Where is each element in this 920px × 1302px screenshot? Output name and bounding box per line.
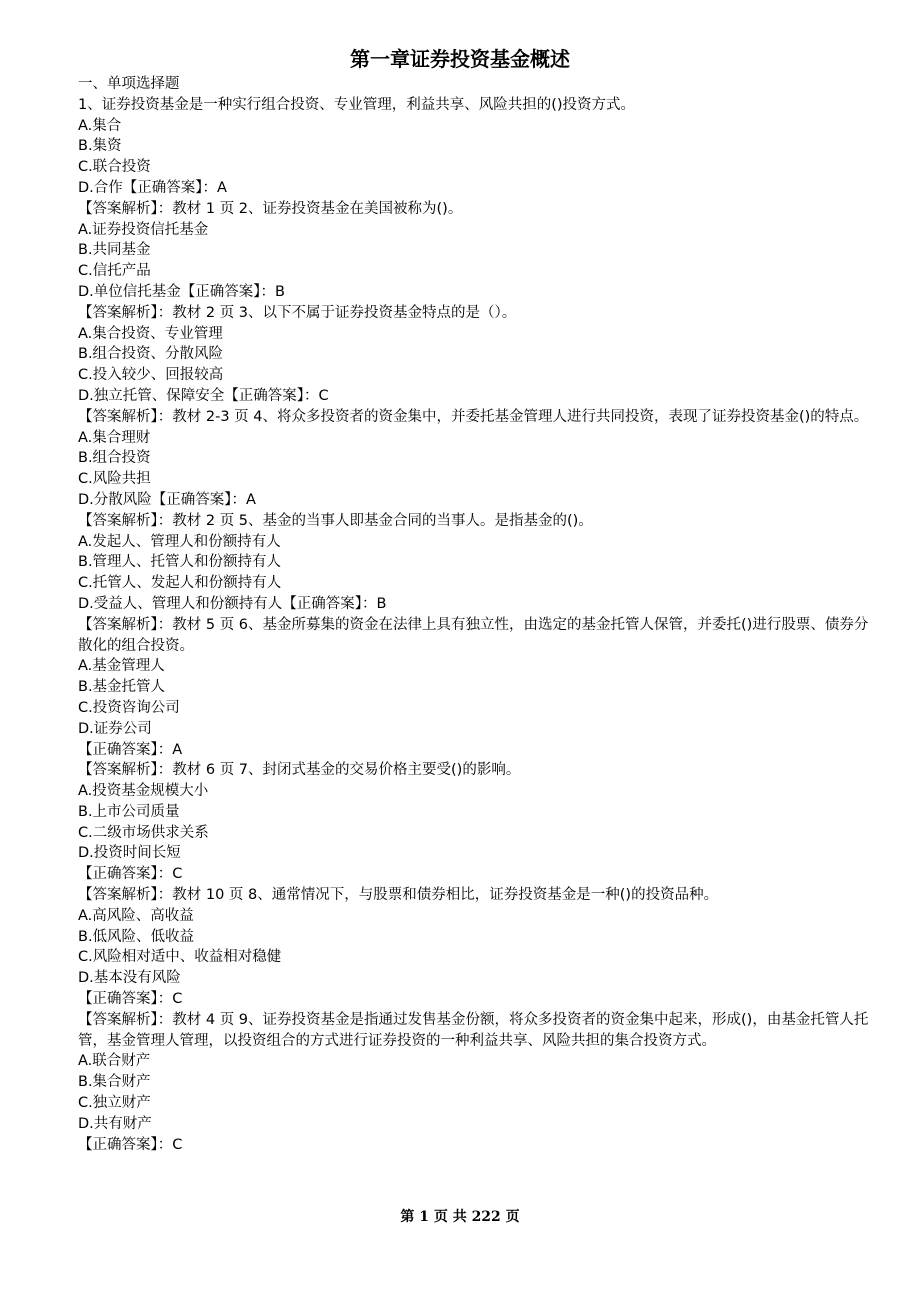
text-line: 【答案解析】：教材 4 页 9、证券投资基金是指通过发售基金份额，将众多投资者的资金集中起来，形成()，由基金托管人托管，基金管理人管理，以投资组合的方式进行证券投资的一种利益共享、风险共担的集合投资方式。 (78, 1011, 869, 1049)
text-line: A.集合 (78, 117, 122, 134)
text-line: A.基金管理人 (78, 658, 165, 675)
text-line: D.独立托管、保障安全【正确答案】：C (78, 387, 329, 404)
text-line: D.证券公司 (78, 720, 152, 737)
text-line: C.风险共担 (78, 471, 151, 488)
text-line: D.共有财产 (78, 1115, 152, 1132)
text-line: D.分散风险【正确答案】：A (78, 491, 256, 508)
text-line: D.投资时间长短 (78, 845, 181, 862)
text-line: A.联合财产 (78, 1053, 151, 1070)
text-line: 一、单项选择题 (78, 76, 180, 92)
text-line: 【答案解析】：教材 2 页 3、以下不属于证券投资基金特点的是（）。 (78, 304, 517, 321)
text-line: D.单位信托基金【正确答案】：B (78, 283, 285, 300)
text-line: B.管理人、托管人和份额持有人 (78, 554, 282, 571)
text-line: 【正确答案】：C (78, 991, 183, 1008)
text-line: B.共同基金 (78, 242, 151, 259)
page-footer: 第 1 页 共 222 页 (400, 1209, 520, 1225)
text-line: C.二级市场供求关系 (78, 824, 209, 841)
document-body (78, 74, 878, 1155)
text-line: D.受益人、管理人和份额持有人【正确答案】：B (78, 595, 387, 612)
page-title: 第一章证券投资基金概述 (350, 47, 570, 71)
text-line: C.信托产品 (78, 263, 151, 280)
text-line: 【正确答案】：C (78, 1136, 183, 1153)
text-line: 【答案解析】：教材 2-3 页 4、将众多投资者的资金集中，并委托基金管理人进行共同投资，表现了证券投资基金()的特点。 (78, 408, 869, 425)
text-line: 【答案解析】：教材 10 页 8、通常情况下，与股票和债券相比，证券投资基金是一种()的投资品种。 (78, 887, 719, 904)
text-line: C.托管人、发起人和份额持有人 (78, 575, 282, 592)
text-line: 【答案解析】：教材 6 页 7、封闭式基金的交易价格主要受()的影响。 (78, 762, 521, 779)
text-line: 【正确答案】：A (78, 741, 183, 758)
text-line: B.组合投资、分散风险 (78, 346, 224, 363)
text-line: 【答案解析】：教材 2 页 5、基金的当事人即基金合同的当事人。是指基金的()。 (78, 512, 593, 529)
text-line: 【答案解析】：教材 1 页 2、证券投资基金在美国被称为()。 (78, 200, 463, 217)
text-line: A.发起人、管理人和份额持有人 (78, 533, 281, 550)
text-line: C.投资咨询公司 (78, 699, 180, 716)
text-line: A.证券投资信托基金 (78, 221, 209, 238)
text-line: 1、证券投资基金是一种实行组合投资、专业管理，利益共享、风险共担的()投资方式。 (78, 96, 636, 113)
text-line: C.联合投资 (78, 159, 151, 176)
text-line: A.高风险、高收益 (78, 907, 194, 924)
text-line: B.低风险、低收益 (78, 928, 195, 945)
text-line: 【正确答案】：C (78, 866, 183, 883)
text-line: B.上市公司质量 (78, 803, 180, 820)
text-line: D.基本没有风险 (78, 970, 181, 987)
text-line: C.独立财产 (78, 1095, 151, 1112)
text-line: A.集合理财 (78, 429, 151, 446)
text-line: B.集合财产 (78, 1074, 151, 1091)
text-line: B.组合投资 (78, 450, 151, 467)
text-line: D.合作【正确答案】：A (78, 179, 227, 196)
text-line: A.集合投资、专业管理 (78, 325, 223, 342)
text-line: B.基金托管人 (78, 679, 166, 696)
text-line: 【答案解析】：教材 5 页 6、基金所募集的资金在法律上具有独立性，由选定的基金托管人保管，并委托()进行股票、债券分散化的组合投资。 (78, 616, 869, 654)
text-line: C.风险相对适中、收益相对稳健 (78, 949, 282, 966)
text-line: C.投入较少、回报较高 (78, 367, 224, 384)
text-line: A.投资基金规模大小 (78, 783, 209, 800)
text-line: B.集资 (78, 138, 122, 155)
